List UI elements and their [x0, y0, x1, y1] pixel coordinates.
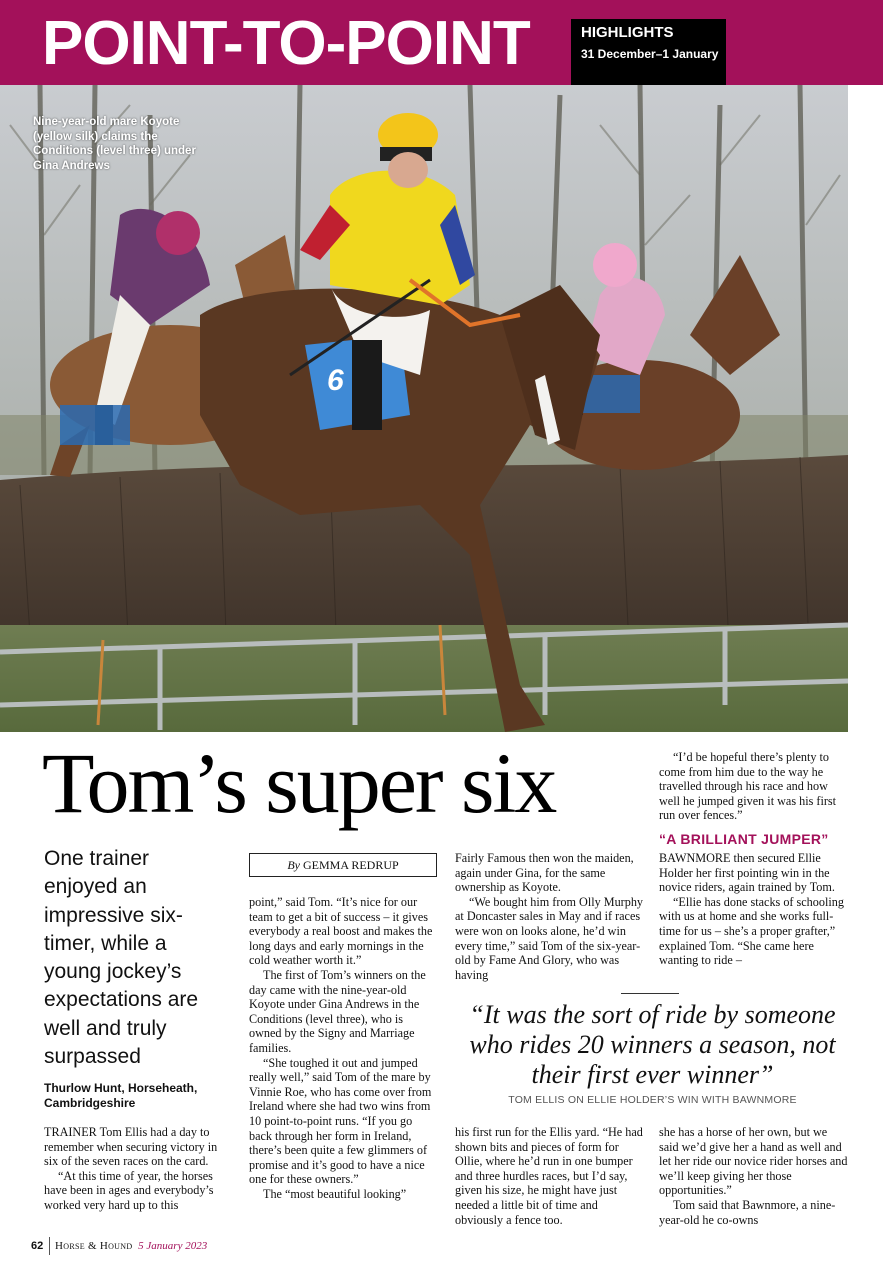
col2-paragraph: point,” said Tom. “It’s nice for our team to get a bit of success – it gives everybody a real boost and makes the long days and early mornings in the cold weather worth it.” — [249, 895, 433, 968]
col4-paragraph: “Ellie has done stacks of schooling with us at home and she works full-time for us – she’s a proper grafter,” explained Tom. “She came here wanting to ride – — [659, 894, 844, 968]
page-number: 62 — [31, 1240, 44, 1252]
race-photo — [0, 85, 848, 732]
pullquote-rule — [621, 993, 679, 994]
col4-paragraph: Tom said that Bawnmore, a nine-year-old he co-owns — [659, 1197, 836, 1227]
column-3-bottom — [455, 1125, 645, 1227]
issue-date: 5 January 2023 — [138, 1240, 208, 1252]
byline-name: GEMMA REDRUP — [302, 858, 399, 872]
column-4-mid — [659, 851, 849, 968]
section-title: POINT-TO-POINT — [42, 9, 530, 78]
column-1 — [44, 1125, 226, 1213]
col3-paragraph: “We bought him from Olly Murphy at Doncaster sales in May and if races were won on looks alone, he’d win every time,” said Tom of the six-year-old by Fame And Glory, who was having — [455, 894, 644, 982]
column-2 — [249, 895, 438, 1201]
column-4-top — [659, 750, 849, 823]
article-subhead: “A BRILLIANT JUMPER” — [659, 831, 829, 847]
pullquote-credit: TOM ELLIS ON ELLIE HOLDER’S WIN WITH BAWNMORE — [508, 1094, 797, 1106]
col4-paragraph: “I’d be hopeful there’s plenty to come from him due to the way he travelled through his race and how well he jumped given it was his first run over fences.” — [659, 750, 837, 823]
highlights-label: HIGHLIGHTS — [581, 24, 674, 41]
col3-paragraph: Fairly Famous then won the maiden, again under Gina, for the same ownership as Koyote. — [455, 851, 634, 895]
byline — [249, 853, 437, 877]
article-location: Thurlow Hunt, Horseheath, Cambridgeshire — [44, 1081, 198, 1110]
column-4-bottom — [659, 1125, 849, 1227]
footer-divider — [49, 1237, 50, 1255]
col1-paragraph: “At this time of year, the horses have been in ages and everybody’s worked very hard up to this — [44, 1168, 214, 1212]
col2-paragraph: The first of Tom’s winners on the day came with the nine-year-old Koyote under Gina Andrews in the Conditions (level three), who is owned by the Signy and Marriage families. — [249, 967, 426, 1055]
footer-magazine — [55, 1240, 207, 1252]
saddle-number: 6 — [327, 364, 344, 397]
article-headline: Tom’s super six — [42, 735, 556, 831]
col3-paragraph: his first run for the Ellis yard. “He had shown bits and pieces of form for Ollie, where he’d run in one bumper and three hurdles races, but I’d say, given his size, he might have just needed a little bit of time and obviously a fence too. — [455, 1125, 643, 1227]
highlights-dates: 31 December–1 January — [581, 47, 719, 61]
magazine-name: Horse & Hound — [55, 1240, 133, 1252]
col4-paragraph: BAWNMORE then secured Ellie Holder her first pointing win in the novice riders, again trained by Tom. — [659, 851, 835, 895]
col2-paragraph: The “most beautiful looking” — [263, 1186, 407, 1201]
col1-paragraph: TRAINER Tom Ellis had a day to remember when securing victory in six of the seven races on the card. — [44, 1125, 218, 1169]
col2-paragraph: “She toughed it out and jumped really well,” said Tom of the mare by Vinnie Roe, who has come over from Ireland where she had two wins from 10 point-to-point runs. “If you go back through her form in Ireland, there’s been quite a few glimmers of promise and it’s good to have a nice one for these owners.” — [249, 1055, 432, 1187]
pullquote: “It was the sort of ride by someone who rides 20 winners a season, not their first ever winner” — [469, 1000, 836, 1089]
photo-caption: Nine-year-old mare Koyote (yellow silk) claims the Conditions (level three) under Gina Andrews — [33, 116, 196, 172]
highlights-box — [571, 19, 726, 85]
column-3-top — [455, 851, 645, 982]
col4-paragraph: she has a horse of her own, but we said we’d give her a hand as well and let her ride our novice rider horses and we’ll keep giving her those opportunities.” — [659, 1125, 848, 1198]
byline-prefix: By — [287, 858, 300, 872]
article-standfirst: One trainer enjoyed an impressive six-timer, while a young jockey’s expectations are well and truly surpassed — [44, 847, 199, 1069]
